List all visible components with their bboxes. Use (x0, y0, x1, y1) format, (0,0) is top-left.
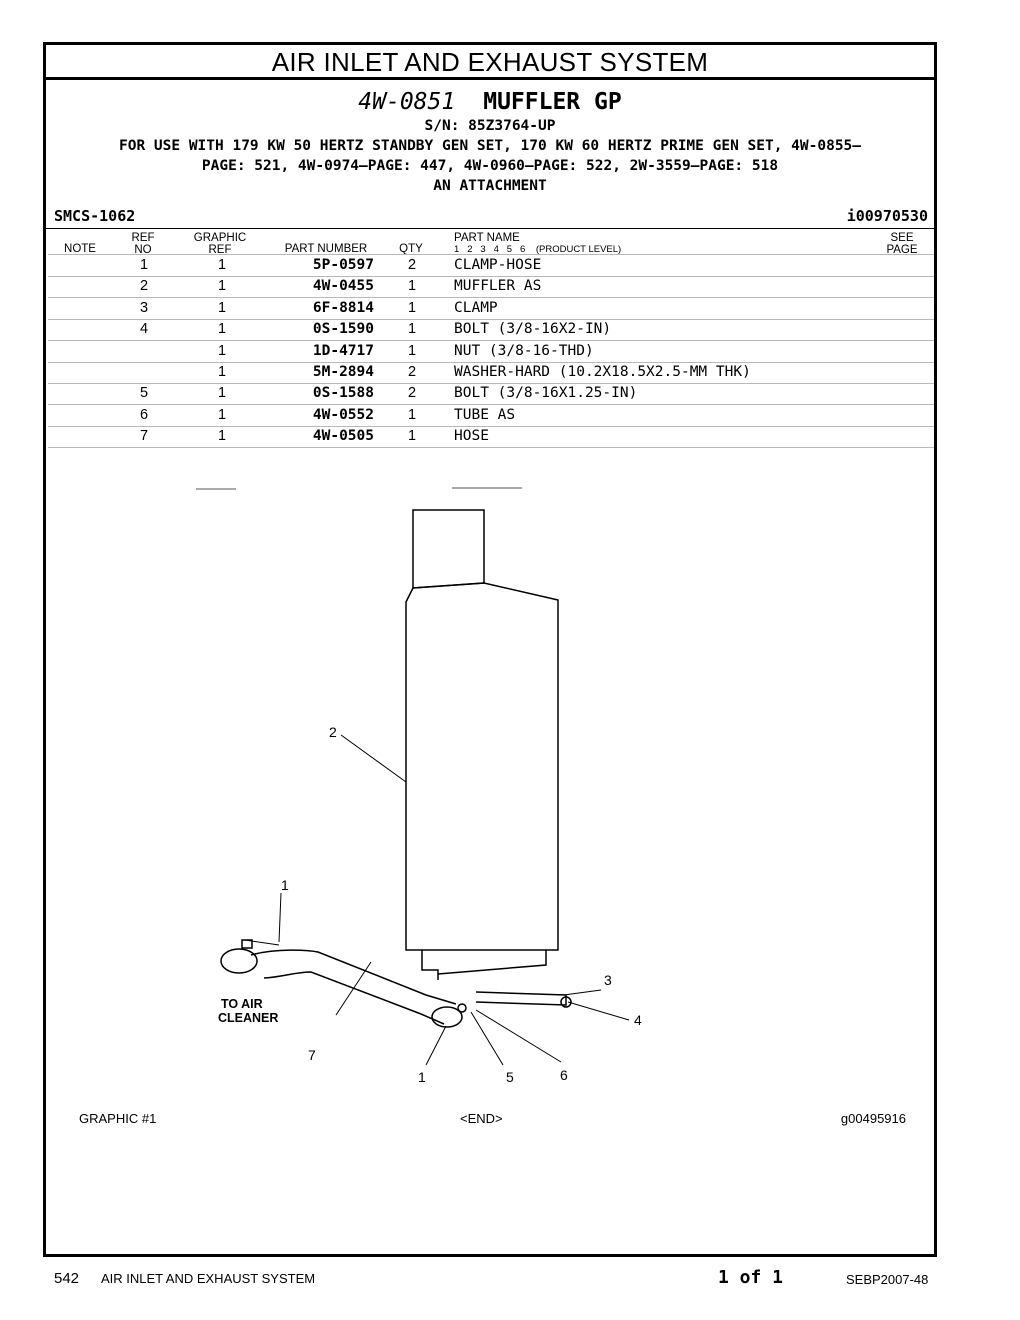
usage-line-2: PAGE: 521, 4W-0974—PAGE: 447, 4W-0960—PAGE: 522, 2W-3559—PAGE: 518 (201, 158, 779, 174)
part-name: MUFFLER AS (454, 278, 542, 295)
table-row (48, 383, 934, 405)
ref-number: 6 (139, 406, 149, 423)
callout-2: 2 (329, 724, 337, 740)
quantity: 1 (407, 299, 417, 316)
part-name: NUT (3/8-16-THD) (454, 342, 594, 359)
page-frame (43, 42, 937, 1257)
usage-line-1: FOR USE WITH 179 KW 50 HERTZ STANDBY GEN SET, 170 KW 60 HERTZ PRIME GEN SET, 4W-0855— (118, 138, 862, 154)
part-number: 0S-1588 (312, 385, 374, 402)
leader-line (336, 962, 371, 1015)
part-name: CLAMP (454, 299, 498, 316)
part-number: 4W-0552 (312, 406, 374, 423)
tube-elbow (432, 1007, 462, 1027)
graphic-ref: 1 (217, 342, 227, 359)
mounting-bracket (476, 992, 566, 1005)
ref-number: 4 (139, 321, 149, 338)
col-part-name-title: PART NAME (454, 232, 520, 244)
table-row (48, 426, 934, 448)
table-row (48, 298, 934, 320)
document-id: SEBP2007-48 (846, 1272, 929, 1287)
leader-line (476, 1010, 561, 1062)
part-number: 6F-8814 (312, 299, 374, 316)
serial-number: S/N: 85Z3764-UP (424, 118, 556, 134)
table-top-rule (46, 228, 934, 229)
part-name: BOLT (3/8-16X2-IN) (454, 321, 612, 338)
table-row (48, 405, 934, 427)
graphic-ref: 1 (217, 428, 227, 445)
air-cleaner-note-1: TO AIR (221, 997, 263, 1011)
callout-6: 6 (560, 1067, 568, 1083)
usage-line-3: AN ATTACHMENT (433, 178, 547, 194)
table-row (48, 362, 934, 384)
leader-line (426, 1026, 446, 1065)
col-see-bottom: PAGE (886, 244, 918, 256)
graphic-ref: 1 (217, 364, 227, 380)
col-graphic-bottom: REF (208, 244, 232, 256)
col-part-number: PART NUMBER (284, 243, 368, 255)
col-ref-bottom: NO (134, 244, 152, 256)
part-number: 5P-0597 (312, 257, 374, 273)
table-header-rule (48, 234, 934, 255)
callout-4: 4 (634, 1012, 642, 1028)
quantity: 2 (407, 257, 417, 273)
air-cleaner-note-2: CLEANER (218, 1011, 279, 1025)
graphic-ref: 1 (217, 385, 227, 402)
table-row (48, 319, 934, 341)
graphic-label: GRAPHIC #1 (79, 1111, 157, 1126)
graphic-ref: 1 (217, 257, 227, 273)
outlet-pipe (413, 510, 484, 588)
muffler-body (406, 583, 558, 950)
leader-line (568, 1002, 629, 1020)
table-row (48, 341, 934, 363)
graphic-ref: 1 (217, 299, 227, 316)
quantity: 2 (407, 385, 417, 402)
part-name: CLAMP-HOSE (454, 257, 542, 273)
col-product-levels: 1 2 3 4 5 6 (PRODUCT LEVEL) (454, 244, 622, 255)
ref-number: 3 (139, 299, 149, 316)
leader-line (341, 735, 406, 782)
table-row (48, 276, 934, 298)
quantity: 1 (407, 342, 417, 359)
callout-1: 1 (281, 877, 289, 893)
callout-1-lower: 1 (418, 1069, 426, 1085)
leader-line (245, 940, 279, 945)
callout-7: 7 (308, 1047, 316, 1063)
part-name: HOSE (454, 428, 489, 445)
col-see-top: SEE (890, 232, 914, 244)
col-ref-top: REF (131, 232, 155, 244)
leader-line (564, 990, 601, 995)
tube-end (221, 949, 257, 973)
quantity: 1 (407, 321, 417, 338)
ref-number: 2 (139, 278, 149, 295)
section-title: AIR INLET AND EXHAUST SYSTEM (46, 45, 934, 80)
clamp-bolt (458, 1004, 466, 1012)
part-name: BOLT (3/8-16X1.25-IN) (454, 385, 638, 402)
graphic-id: g00495916 (840, 1111, 906, 1126)
quantity: 1 (407, 428, 417, 445)
callout-3: 3 (604, 972, 612, 988)
leader-line (279, 893, 281, 942)
muffler-inlet (422, 950, 546, 980)
part-number: 0S-1590 (312, 321, 374, 338)
page-of-count: 1 of 1 (718, 1267, 784, 1288)
col-qty: QTY (399, 243, 423, 255)
group-heading (46, 89, 934, 115)
ref-number: 5 (139, 385, 149, 402)
part-number: 4W-0505 (312, 428, 374, 445)
ref-number: 1 (139, 257, 149, 273)
quantity: 1 (407, 278, 417, 295)
ref-number: 7 (139, 428, 149, 445)
group-part-number: 4W-0851 (358, 89, 456, 115)
col-graphic-top: GRAPHIC (193, 232, 247, 244)
graphic-ref: 1 (217, 406, 227, 423)
part-name: TUBE AS (454, 406, 516, 423)
end-marker: <END> (460, 1111, 503, 1126)
part-number: 5M-2894 (312, 364, 374, 380)
footer-section: AIR INLET AND EXHAUST SYSTEM (101, 1271, 316, 1286)
col-note: NOTE (64, 243, 96, 255)
quantity: 1 (407, 406, 417, 423)
illustration-id: i00970530 (846, 207, 928, 225)
graphic-ref: 1 (217, 278, 227, 295)
group-name: MUFFLER GP (483, 89, 622, 115)
part-number: 4W-0455 (312, 278, 374, 295)
table-row (48, 255, 934, 277)
graphic-ref: 1 (217, 321, 227, 338)
smcs-code: SMCS-1062 (54, 207, 136, 225)
page-number: 542 (54, 1270, 80, 1287)
leader-line (471, 1012, 503, 1065)
callout-5: 5 (506, 1069, 514, 1085)
quantity: 2 (407, 364, 417, 380)
part-number: 1D-4717 (312, 342, 374, 359)
part-name: WASHER-HARD (10.2X18.5X2.5-MM THK) (454, 364, 751, 380)
tube-assembly (251, 950, 456, 1024)
exploded-view-drawing (46, 480, 934, 1120)
